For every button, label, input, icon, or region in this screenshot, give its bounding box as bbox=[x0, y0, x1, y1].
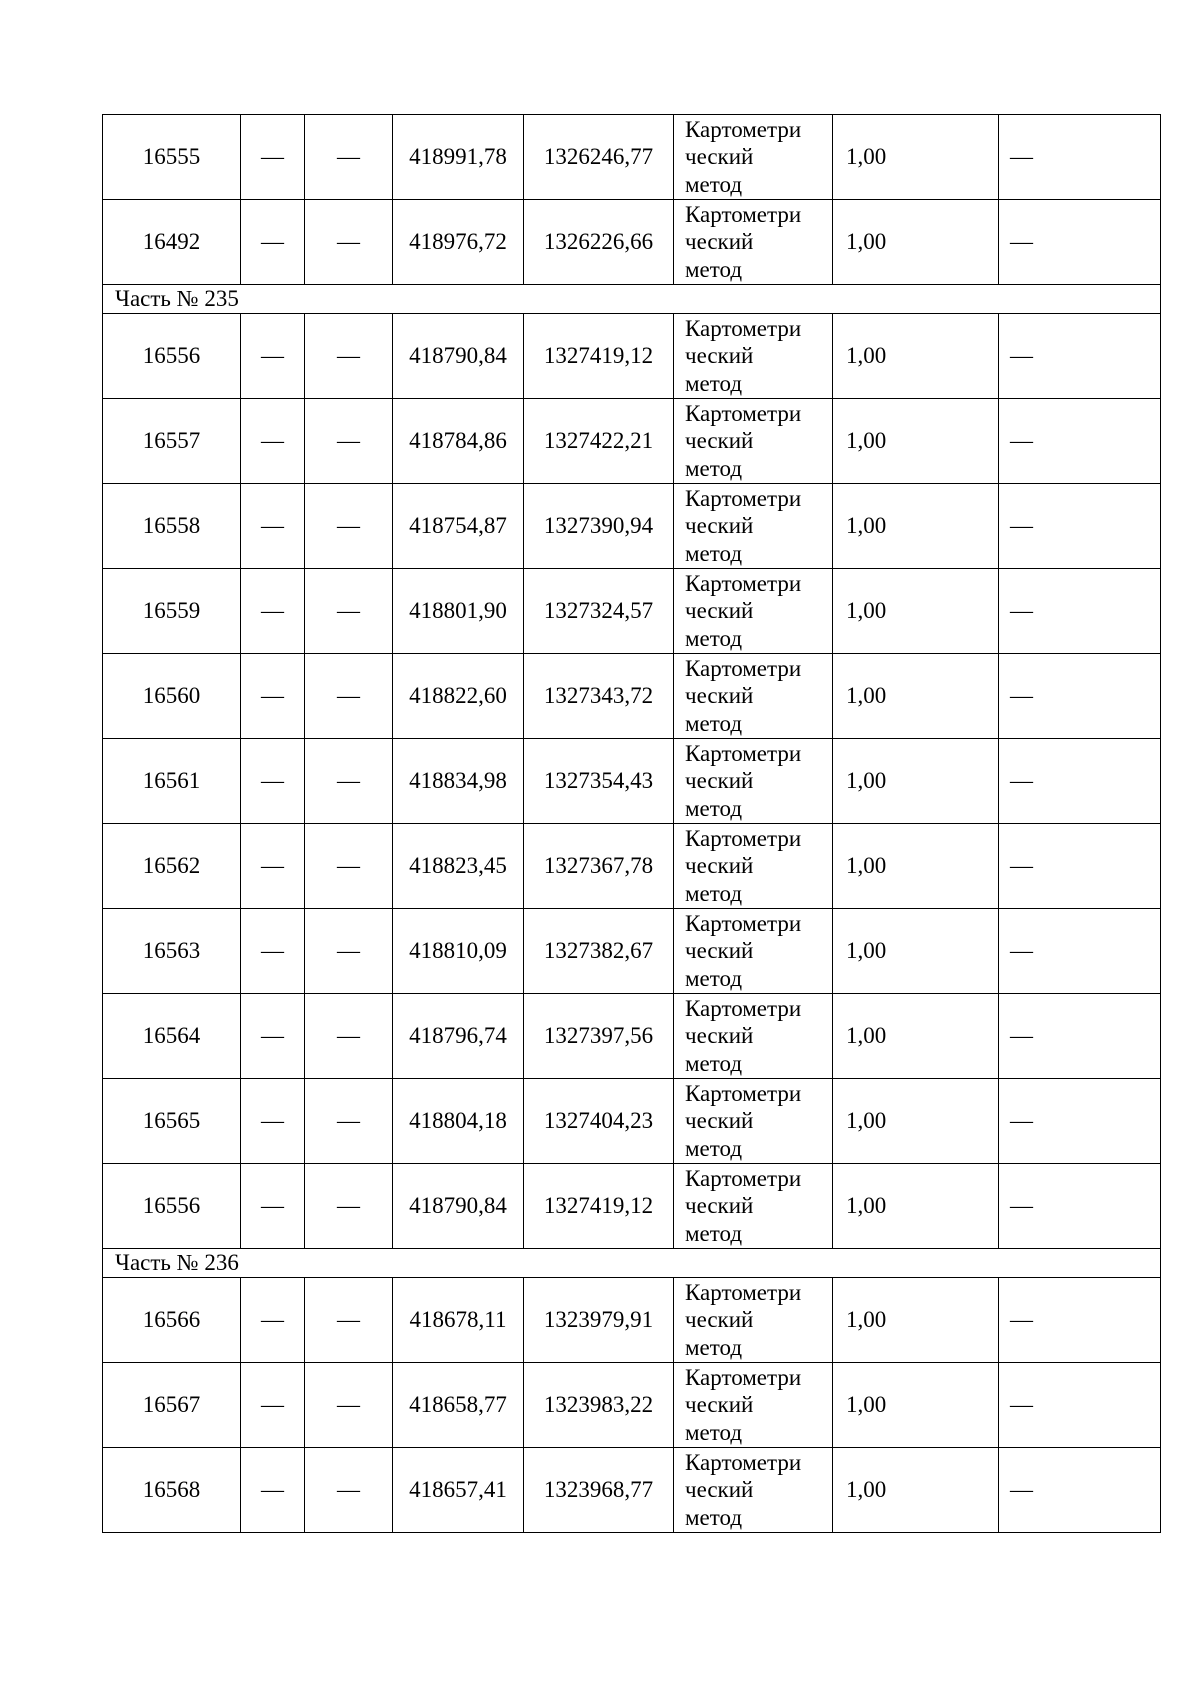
method-text-line: Картометри bbox=[685, 655, 802, 681]
method-text-line: ческий bbox=[685, 144, 754, 170]
section-header-row bbox=[103, 1249, 1161, 1278]
method-cell bbox=[674, 484, 833, 569]
empty-value-cell: — bbox=[241, 1278, 305, 1363]
y-coordinate-cell: 1323968,77 bbox=[524, 1448, 674, 1533]
method-text-line: метод bbox=[685, 370, 743, 396]
empty-value-cell: — bbox=[999, 1164, 1161, 1249]
x-coordinate-cell: 418657,41 bbox=[393, 1448, 524, 1533]
method-text-line: Картометри bbox=[685, 315, 802, 341]
method-text-line: Картометри bbox=[685, 570, 802, 596]
accuracy-cell: 1,00 bbox=[833, 909, 999, 994]
empty-value-cell: — bbox=[999, 824, 1161, 909]
table-row bbox=[103, 484, 1161, 569]
empty-value-cell: — bbox=[241, 654, 305, 739]
empty-value-cell: — bbox=[999, 200, 1161, 285]
y-coordinate-cell: 1323983,22 bbox=[524, 1363, 674, 1448]
table-row bbox=[103, 739, 1161, 824]
y-coordinate-cell: 1327419,12 bbox=[524, 314, 674, 399]
method-text-line: ческий bbox=[685, 1477, 754, 1503]
accuracy-cell: 1,00 bbox=[833, 1363, 999, 1448]
table-row bbox=[103, 399, 1161, 484]
empty-value-cell: — bbox=[305, 1278, 393, 1363]
empty-value-cell: — bbox=[999, 115, 1161, 200]
table-row bbox=[103, 1448, 1161, 1533]
accuracy-cell: 1,00 bbox=[833, 994, 999, 1079]
method-text-line: метод bbox=[685, 1050, 743, 1076]
empty-value-cell: — bbox=[305, 824, 393, 909]
point-number-cell: 16492 bbox=[103, 200, 241, 285]
method-cell bbox=[674, 1448, 833, 1533]
method-text-line: ческий bbox=[685, 683, 754, 709]
empty-value-cell: — bbox=[305, 200, 393, 285]
empty-value-cell: — bbox=[241, 115, 305, 200]
empty-value-cell: — bbox=[999, 909, 1161, 994]
empty-value-cell: — bbox=[305, 1164, 393, 1249]
empty-value-cell: — bbox=[999, 739, 1161, 824]
accuracy-cell: 1,00 bbox=[833, 739, 999, 824]
method-cell bbox=[674, 399, 833, 484]
method-text-line: Картометри bbox=[685, 400, 802, 426]
y-coordinate-cell: 1327422,21 bbox=[524, 399, 674, 484]
y-coordinate-cell: 1327324,57 bbox=[524, 569, 674, 654]
point-number-cell: 16555 bbox=[103, 115, 241, 200]
method-text-line: ческий bbox=[685, 1193, 754, 1219]
empty-value-cell: — bbox=[999, 994, 1161, 1079]
empty-value-cell: — bbox=[305, 484, 393, 569]
method-text-line: Картометри bbox=[685, 485, 802, 511]
point-number-cell: 16556 bbox=[103, 314, 241, 399]
method-text-line: метод bbox=[685, 540, 743, 566]
method-text-line: ческий bbox=[685, 768, 754, 794]
method-text-line: Картометри bbox=[685, 825, 802, 851]
method-text-line: Картометри bbox=[685, 1364, 802, 1390]
method-text-line: метод bbox=[685, 171, 743, 197]
empty-value-cell: — bbox=[999, 654, 1161, 739]
method-text-line: Картометри bbox=[685, 995, 802, 1021]
method-cell bbox=[674, 654, 833, 739]
accuracy-cell: 1,00 bbox=[833, 654, 999, 739]
point-number-cell: 16556 bbox=[103, 1164, 241, 1249]
method-text-line: метод bbox=[685, 455, 743, 481]
y-coordinate-cell: 1323979,91 bbox=[524, 1278, 674, 1363]
y-coordinate-cell: 1327382,67 bbox=[524, 909, 674, 994]
empty-value-cell: — bbox=[305, 909, 393, 994]
method-text-line: метод bbox=[685, 880, 743, 906]
empty-value-cell: — bbox=[999, 1278, 1161, 1363]
method-text-line: метод bbox=[685, 1220, 743, 1246]
accuracy-cell: 1,00 bbox=[833, 1448, 999, 1533]
method-cell bbox=[674, 994, 833, 1079]
method-text-line: Картометри bbox=[685, 1080, 802, 1106]
point-number-cell: 16564 bbox=[103, 994, 241, 1079]
point-number-cell: 16563 bbox=[103, 909, 241, 994]
method-text-line: метод bbox=[685, 1419, 743, 1445]
y-coordinate-cell: 1327354,43 bbox=[524, 739, 674, 824]
method-text-line: метод bbox=[685, 256, 743, 282]
x-coordinate-cell: 418796,74 bbox=[393, 994, 524, 1079]
empty-value-cell: — bbox=[241, 1164, 305, 1249]
empty-value-cell: — bbox=[999, 569, 1161, 654]
method-text-line: Картометри bbox=[685, 1279, 802, 1305]
accuracy-cell: 1,00 bbox=[833, 1164, 999, 1249]
accuracy-cell: 1,00 bbox=[833, 1079, 999, 1164]
empty-value-cell: — bbox=[241, 200, 305, 285]
empty-value-cell: — bbox=[999, 1448, 1161, 1533]
y-coordinate-cell: 1327404,23 bbox=[524, 1079, 674, 1164]
method-cell bbox=[674, 200, 833, 285]
table-row bbox=[103, 1079, 1161, 1164]
accuracy-cell: 1,00 bbox=[833, 115, 999, 200]
method-text-line: ческий bbox=[685, 1108, 754, 1134]
table-row bbox=[103, 1164, 1161, 1249]
table-row bbox=[103, 314, 1161, 399]
method-text-line: Картометри bbox=[685, 740, 802, 766]
empty-value-cell: — bbox=[241, 569, 305, 654]
method-text-line: ческий bbox=[685, 428, 754, 454]
accuracy-cell: 1,00 bbox=[833, 399, 999, 484]
empty-value-cell: — bbox=[999, 314, 1161, 399]
method-text-line: метод bbox=[685, 795, 743, 821]
x-coordinate-cell: 418790,84 bbox=[393, 1164, 524, 1249]
accuracy-cell: 1,00 bbox=[833, 569, 999, 654]
point-number-cell: 16561 bbox=[103, 739, 241, 824]
empty-value-cell: — bbox=[999, 1079, 1161, 1164]
section-label: Часть № 236 bbox=[103, 1249, 1161, 1278]
y-coordinate-cell: 1326226,66 bbox=[524, 200, 674, 285]
y-coordinate-cell: 1327397,56 bbox=[524, 994, 674, 1079]
method-text-line: метод bbox=[685, 710, 743, 736]
coordinates-table-body bbox=[103, 115, 1161, 1533]
x-coordinate-cell: 418810,09 bbox=[393, 909, 524, 994]
empty-value-cell: — bbox=[241, 1079, 305, 1164]
accuracy-cell: 1,00 bbox=[833, 200, 999, 285]
x-coordinate-cell: 418804,18 bbox=[393, 1079, 524, 1164]
method-cell bbox=[674, 824, 833, 909]
y-coordinate-cell: 1326246,77 bbox=[524, 115, 674, 200]
table-row bbox=[103, 1278, 1161, 1363]
point-number-cell: 16559 bbox=[103, 569, 241, 654]
point-number-cell: 16565 bbox=[103, 1079, 241, 1164]
x-coordinate-cell: 418678,11 bbox=[393, 1278, 524, 1363]
method-text-line: Картометри bbox=[685, 910, 802, 936]
method-text-line: ческий bbox=[685, 343, 754, 369]
empty-value-cell: — bbox=[305, 115, 393, 200]
method-cell bbox=[674, 739, 833, 824]
method-text-line: ческий bbox=[685, 938, 754, 964]
x-coordinate-cell: 418658,77 bbox=[393, 1363, 524, 1448]
empty-value-cell: — bbox=[999, 399, 1161, 484]
coordinates-table bbox=[102, 114, 1161, 1533]
method-text-line: Картометри bbox=[685, 1165, 802, 1191]
x-coordinate-cell: 418976,72 bbox=[393, 200, 524, 285]
method-text-line: ческий bbox=[685, 598, 754, 624]
section-header-row bbox=[103, 285, 1161, 314]
point-number-cell: 16562 bbox=[103, 824, 241, 909]
table-row bbox=[103, 654, 1161, 739]
method-text-line: ческий bbox=[685, 1392, 754, 1418]
point-number-cell: 16566 bbox=[103, 1278, 241, 1363]
point-number-cell: 16568 bbox=[103, 1448, 241, 1533]
x-coordinate-cell: 418823,45 bbox=[393, 824, 524, 909]
method-text-line: Картометри bbox=[685, 116, 802, 142]
accuracy-cell: 1,00 bbox=[833, 484, 999, 569]
empty-value-cell: — bbox=[241, 1363, 305, 1448]
table-row bbox=[103, 824, 1161, 909]
point-number-cell: 16560 bbox=[103, 654, 241, 739]
method-cell bbox=[674, 1363, 833, 1448]
method-cell bbox=[674, 1164, 833, 1249]
y-coordinate-cell: 1327343,72 bbox=[524, 654, 674, 739]
table-row bbox=[103, 1363, 1161, 1448]
empty-value-cell: — bbox=[305, 314, 393, 399]
table-row bbox=[103, 569, 1161, 654]
table-row bbox=[103, 200, 1161, 285]
method-text-line: ческий bbox=[685, 513, 754, 539]
empty-value-cell: — bbox=[241, 994, 305, 1079]
method-text-line: метод bbox=[685, 1504, 743, 1530]
x-coordinate-cell: 418991,78 bbox=[393, 115, 524, 200]
section-label: Часть № 235 bbox=[103, 285, 1161, 314]
empty-value-cell: — bbox=[305, 654, 393, 739]
x-coordinate-cell: 418822,60 bbox=[393, 654, 524, 739]
empty-value-cell: — bbox=[241, 739, 305, 824]
accuracy-cell: 1,00 bbox=[833, 1278, 999, 1363]
x-coordinate-cell: 418754,87 bbox=[393, 484, 524, 569]
method-cell bbox=[674, 1278, 833, 1363]
method-text-line: Картометри bbox=[685, 201, 802, 227]
x-coordinate-cell: 418801,90 bbox=[393, 569, 524, 654]
x-coordinate-cell: 418790,84 bbox=[393, 314, 524, 399]
x-coordinate-cell: 418784,86 bbox=[393, 399, 524, 484]
empty-value-cell: — bbox=[241, 484, 305, 569]
method-text-line: ческий bbox=[685, 853, 754, 879]
method-text-line: ческий bbox=[685, 229, 754, 255]
empty-value-cell: — bbox=[241, 824, 305, 909]
empty-value-cell: — bbox=[241, 314, 305, 399]
method-text-line: метод bbox=[685, 625, 743, 651]
empty-value-cell: — bbox=[305, 739, 393, 824]
empty-value-cell: — bbox=[305, 1448, 393, 1533]
table-row bbox=[103, 994, 1161, 1079]
y-coordinate-cell: 1327367,78 bbox=[524, 824, 674, 909]
empty-value-cell: — bbox=[305, 399, 393, 484]
empty-value-cell: — bbox=[305, 1363, 393, 1448]
empty-value-cell: — bbox=[241, 909, 305, 994]
point-number-cell: 16557 bbox=[103, 399, 241, 484]
point-number-cell: 16567 bbox=[103, 1363, 241, 1448]
table-row bbox=[103, 909, 1161, 994]
empty-value-cell: — bbox=[305, 569, 393, 654]
method-text-line: ческий bbox=[685, 1023, 754, 1049]
method-text-line: метод bbox=[685, 1334, 743, 1360]
method-cell bbox=[674, 1079, 833, 1164]
empty-value-cell: — bbox=[999, 1363, 1161, 1448]
method-cell bbox=[674, 909, 833, 994]
method-text-line: метод bbox=[685, 965, 743, 991]
y-coordinate-cell: 1327419,12 bbox=[524, 1164, 674, 1249]
method-cell bbox=[674, 314, 833, 399]
point-number-cell: 16558 bbox=[103, 484, 241, 569]
table-row bbox=[103, 115, 1161, 200]
method-text-line: ческий bbox=[685, 1307, 754, 1333]
empty-value-cell: — bbox=[999, 484, 1161, 569]
empty-value-cell: — bbox=[305, 1079, 393, 1164]
accuracy-cell: 1,00 bbox=[833, 824, 999, 909]
empty-value-cell: — bbox=[241, 1448, 305, 1533]
method-cell bbox=[674, 115, 833, 200]
method-cell bbox=[674, 569, 833, 654]
empty-value-cell: — bbox=[241, 399, 305, 484]
y-coordinate-cell: 1327390,94 bbox=[524, 484, 674, 569]
x-coordinate-cell: 418834,98 bbox=[393, 739, 524, 824]
method-text-line: Картометри bbox=[685, 1449, 802, 1475]
accuracy-cell: 1,00 bbox=[833, 314, 999, 399]
empty-value-cell: — bbox=[305, 994, 393, 1079]
method-text-line: метод bbox=[685, 1135, 743, 1161]
